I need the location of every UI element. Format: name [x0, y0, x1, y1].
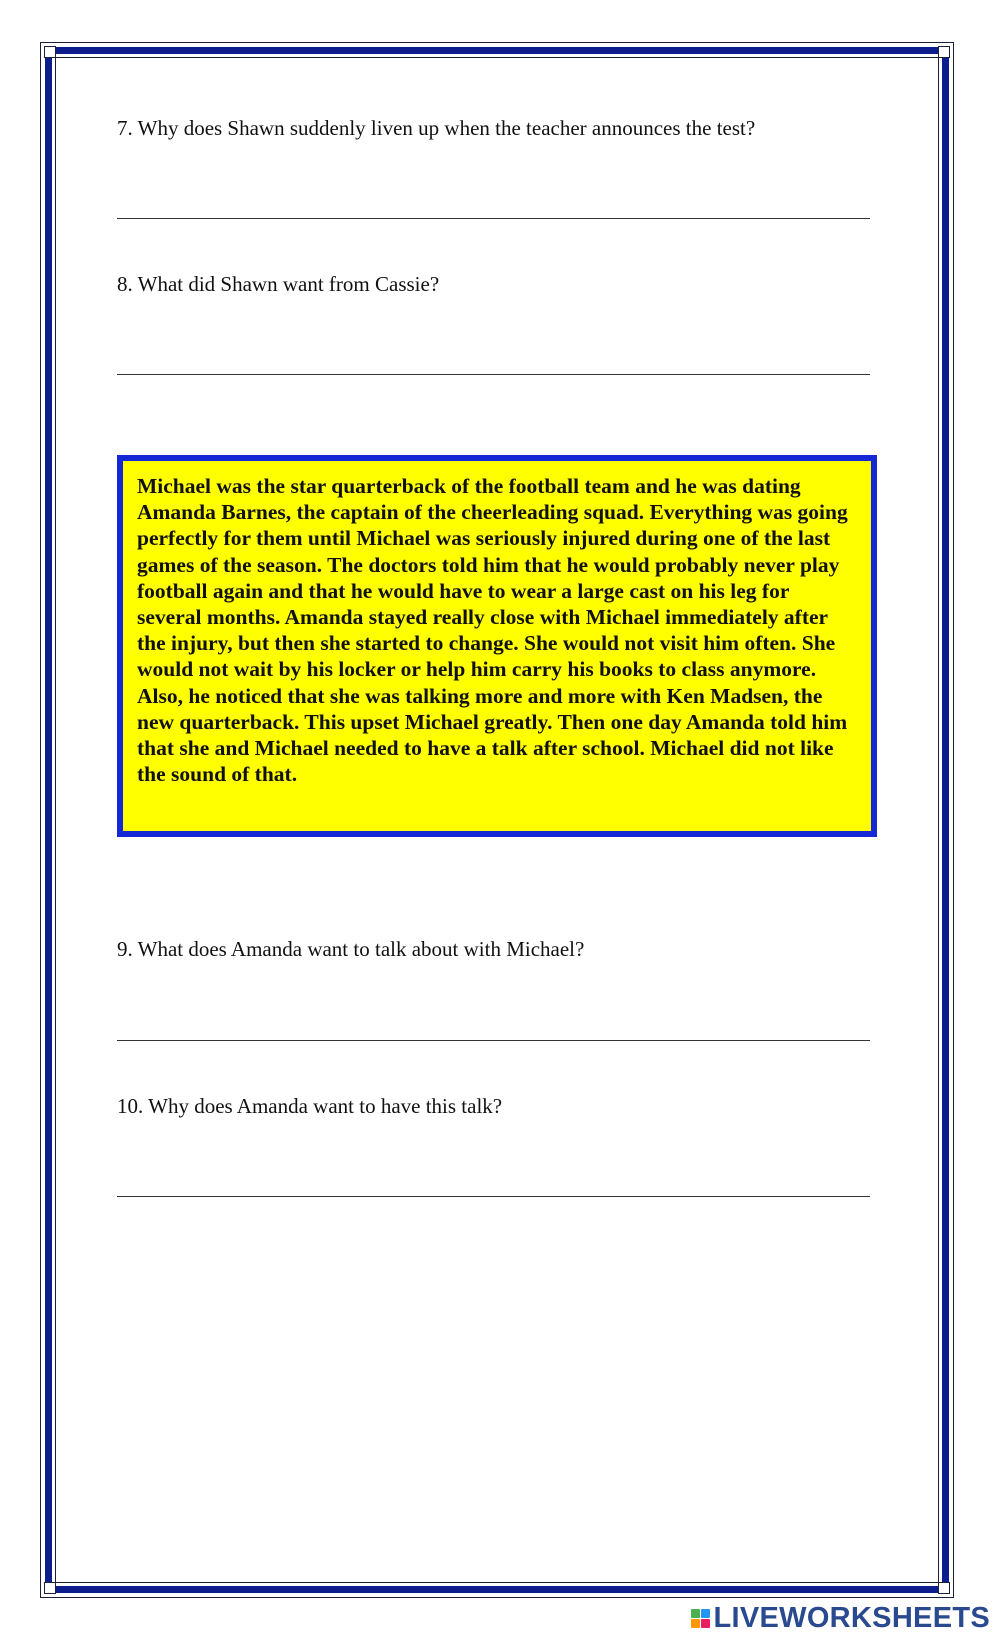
frame-corner-bottom-left [44, 1582, 56, 1594]
liveworksheets-brand [691, 1600, 991, 1636]
answer-line-7[interactable] [117, 218, 870, 219]
reading-passage-box [117, 455, 877, 837]
question-8: 8. What did Shawn want from Cassie? [117, 272, 440, 296]
frame-corner-bottom-right [938, 1582, 950, 1594]
liveworksheets-logo-icon [691, 1609, 710, 1628]
question-9: 9. What does Amanda want to talk about with Michael? [117, 937, 585, 961]
question-7: 7. Why does Shawn suddenly liven up when the teacher announces the test? [117, 116, 756, 140]
reading-passage-text: Michael was the star quarterback of the football team and he was dating Amanda Barnes, the captain of the cheerleading squad. Everything was going perfectly for them until Michael was seriously injured during one of the last games of the season. The doctors told him that he would probably never play football again and that he would have to wear a large cast on his leg for several months. Amanda stayed really close with Michael immediately after the injury, but then she started to change. She would not visit him often. She would not wait by his locker or help him carry his books to class anymore. Also, he noticed that she was talking more and more with Ken Madsen, the new quarterback. This upset Michael greatly. Then one day Amanda told him that she and Michael needed to have a talk after school. Michael did not like the sound of that. [137, 474, 848, 787]
frame-corner-top-right [938, 46, 950, 58]
question-10: 10. Why does Amanda want to have this talk? [117, 1094, 503, 1118]
answer-line-10[interactable] [117, 1196, 870, 1197]
answer-line-9[interactable] [117, 1040, 870, 1041]
frame-corner-top-left [44, 46, 56, 58]
brand-name: LIVEWORKSHEETS [713, 1601, 990, 1634]
answer-line-8[interactable] [117, 374, 870, 375]
